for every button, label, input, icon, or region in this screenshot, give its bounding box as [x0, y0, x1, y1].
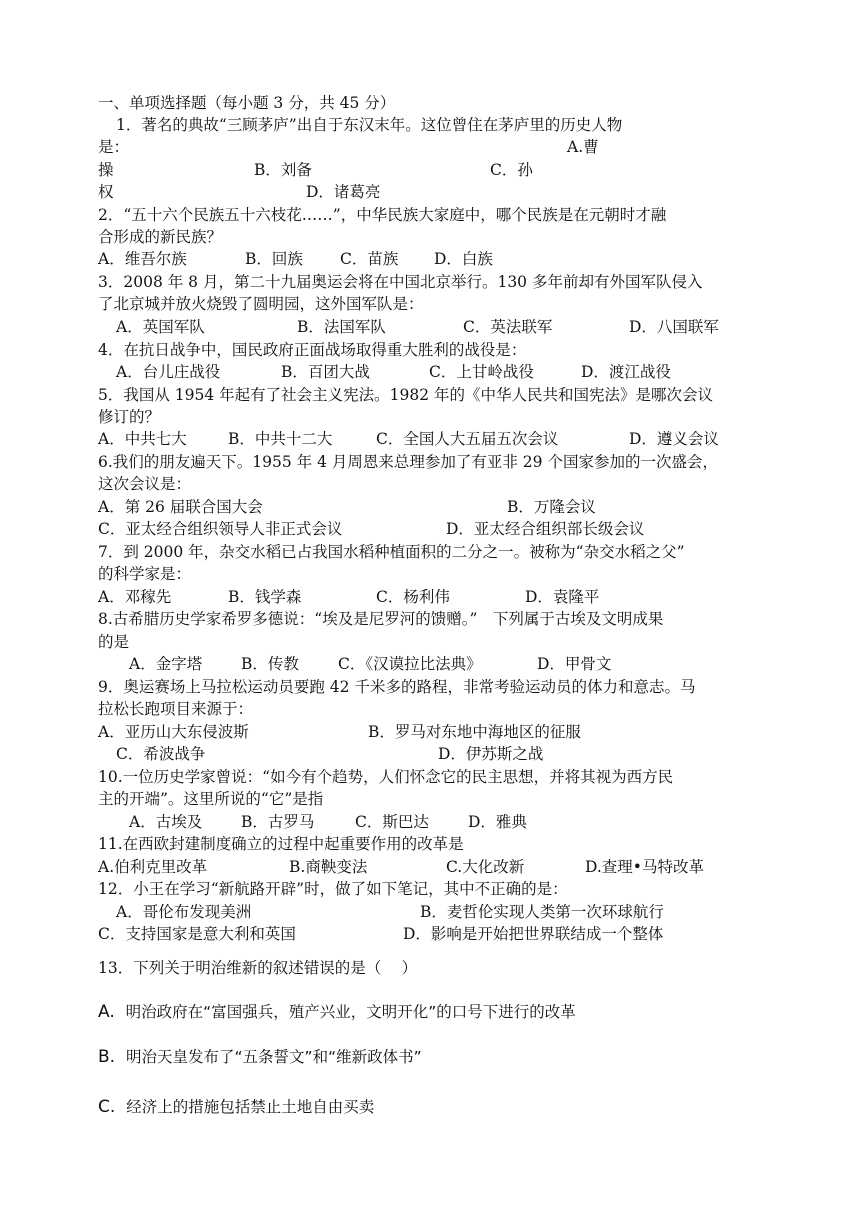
q1-option-a-cont: 操 [98, 161, 114, 179]
q10-option-d: D．雅典 [468, 813, 527, 831]
q10-stem: 10.一位历史学家曾说：“如今有个趋势，人们怀念它的民主思想，并将其视为西方民 [98, 768, 674, 786]
q12-option-b: B．麦哲伦实现人类第一次环球航行 [420, 903, 664, 921]
q13-option-b [98, 1046, 422, 1068]
q2-stem-cont: 合形成的新民族？ [98, 228, 223, 246]
q8-stem: 8.古希腊历史学家希罗多德说：“埃及是尼罗河的馈赠。” 下列属于古埃及文明成果 [98, 610, 664, 628]
q12-option-c: C．支持国家是意大利和英国 [98, 925, 296, 943]
q10-option-a: A．古埃及 [129, 813, 203, 831]
q6-stem-cont: 这次会议是： [98, 475, 192, 493]
q13-option-c-text: 经济上的措施包括禁止土地自由买卖 [126, 1098, 375, 1116]
q3-stem: 3．2008 年 8 月，第二十九届奥运会将在中国北京举行。130 多年前却有外国军队侵入 [98, 273, 703, 291]
q5-stem-cont: 修订的？ [98, 408, 161, 426]
q7-stem: 7．到 2000 年，杂交水稻已占我国水稻种植面积的二分之一。被称为“杂交水稻之父” [98, 543, 685, 561]
q6-option-d: D．亚太经合组织部长级会议 [446, 520, 645, 538]
q3-stem-cont: 了北京城并放火烧毁了圆明园，这外国军队是： [98, 295, 424, 313]
q9-option-d: D．伊苏斯之战 [438, 745, 544, 763]
q9-option-a: A．亚历山大东侵波斯 [98, 723, 249, 741]
q11-option-b: B.商鞅变法 [289, 858, 368, 876]
q3-option-b: B．法国军队 [297, 318, 386, 336]
q2-stem: 2．“五十六个民族五十六枝花……”，中华民族大家庭中，哪个民族是在元朝时才融 [98, 206, 667, 224]
q13-option-b-text: 明治天皇发布了“五条誓文”和“维新政体书” [126, 1048, 422, 1066]
q10-option-b: B．古罗马 [241, 813, 315, 831]
q10-stem-cont: 主的开端”。这里所说的“它”是指 [98, 790, 324, 808]
q2-option-c: C．苗族 [340, 250, 399, 268]
q2-option-d: D．白族 [434, 250, 493, 268]
q11-option-c: C.大化改新 [446, 858, 525, 876]
q12-option-a: A．哥伦布发现美洲 [116, 903, 252, 921]
q6-option-a: A．第 26 届联合国大会 [98, 498, 263, 516]
q13-option-c-letter: C. [98, 1097, 116, 1117]
q12-stem: 12．小王在学习“新航路开辟”时，做了如下笔记，其中不正确的是： [98, 880, 568, 898]
q4-option-d: D．渡江战役 [581, 363, 671, 381]
section-title: 一、单项选择题（每小题 3 分，共 45 分） [98, 94, 396, 112]
q5-option-a: A．中共七大 [98, 430, 187, 448]
q4-stem: 4．在抗日战争中，国民政府正面战场取得重大胜利的战役是： [98, 341, 527, 359]
q9-option-c: C．希波战争 [116, 745, 206, 763]
q8-option-d: D．甲骨文 [537, 655, 612, 673]
q1-option-c-cont: 权 [98, 183, 114, 201]
q1-option-d: D．诸葛亮 [306, 183, 381, 201]
q10-option-c: C．斯巴达 [355, 813, 429, 831]
q2-option-a: A．维吾尔族 [98, 250, 187, 268]
q6-option-c: C．亚太经合组织领导人非正式会议 [98, 520, 343, 538]
q6-stem: 6.我们的朋友遍天下。1955 年 4 月周恩来总理参加了有亚非 29 个国家参加的一次盛会， [98, 453, 718, 471]
q5-option-b: B．中共十二大 [228, 430, 333, 448]
q4-option-c: C．上甘岭战役 [429, 363, 534, 381]
q1-stem-cont: 是： [98, 138, 130, 156]
q5-stem: 5．我国从 1954 年起有了社会主义宪法。1982 年的《中华人民共和国宪法》是哪次会议 [98, 386, 714, 404]
q3-option-a: A．英国军队 [116, 318, 205, 336]
q9-stem-cont: 拉松长跑项目来源于： [98, 700, 254, 718]
q9-stem: 9．奥运赛场上马拉松运动员要跑 42 千米多的路程，非常考验运动员的体力和意志。马 [98, 678, 696, 696]
q9-option-b: B．罗马对东地中海地区的征服 [368, 723, 581, 741]
q11-option-d: D.查理•马特改革 [585, 858, 704, 876]
q1-option-a: A.曹 [567, 138, 599, 156]
q4-option-b: B．百团大战 [281, 363, 370, 381]
q1-stem: 1．著名的典故“三顾茅庐”出自于东汉末年。这位曾住在茅庐里的历史人物 [116, 116, 623, 134]
q1-option-b: B．刘备 [254, 161, 312, 179]
q7-option-a: A．邓稼先 [98, 588, 172, 606]
q7-option-b: B．钱学森 [228, 588, 302, 606]
q6-option-b: B．万隆会议 [507, 498, 596, 516]
q5-option-d: D．遵义会议 [629, 430, 719, 448]
q13-option-c [98, 1096, 374, 1118]
q5-option-c: C．全国人大五届五次会议 [376, 430, 559, 448]
q8-option-b: B．传教 [241, 655, 299, 673]
q8-stem-cont: 的是 [98, 633, 130, 651]
q7-option-d: D．袁隆平 [525, 588, 600, 606]
q13-option-a-letter: A. [98, 1002, 115, 1022]
q3-option-d: D．八国联军 [629, 318, 719, 336]
q8-option-a: A．金字塔 [129, 655, 203, 673]
q11-stem: 11.在西欧封建制度确立的过程中起重要作用的改革是 [98, 835, 464, 853]
q7-option-c: C．杨利伟 [376, 588, 450, 606]
q13-stem: 13．下列关于明治维新的叙述错误的是（ ） [98, 959, 418, 977]
q1-option-c: C．孙 [490, 161, 533, 179]
q2-option-b: B．回族 [245, 250, 303, 268]
q11-option-a: A.伯利克里改革 [98, 858, 208, 876]
q13-option-a [98, 1001, 576, 1023]
q13-option-a-text: 明治政府在“富国强兵，殖产兴业，文明开化”的口号下进行的改革 [125, 1003, 576, 1021]
q12-option-d: D．影响是开始把世界联结成一个整体 [403, 925, 664, 943]
q7-stem-cont: 的科学家是： [98, 565, 192, 583]
q13-option-b-letter: B. [98, 1047, 116, 1067]
q3-option-c: C．英法联军 [463, 318, 553, 336]
q4-option-a: A．台儿庄战役 [116, 363, 221, 381]
q8-option-c: C．《汉谟拉比法典》 [338, 655, 482, 673]
